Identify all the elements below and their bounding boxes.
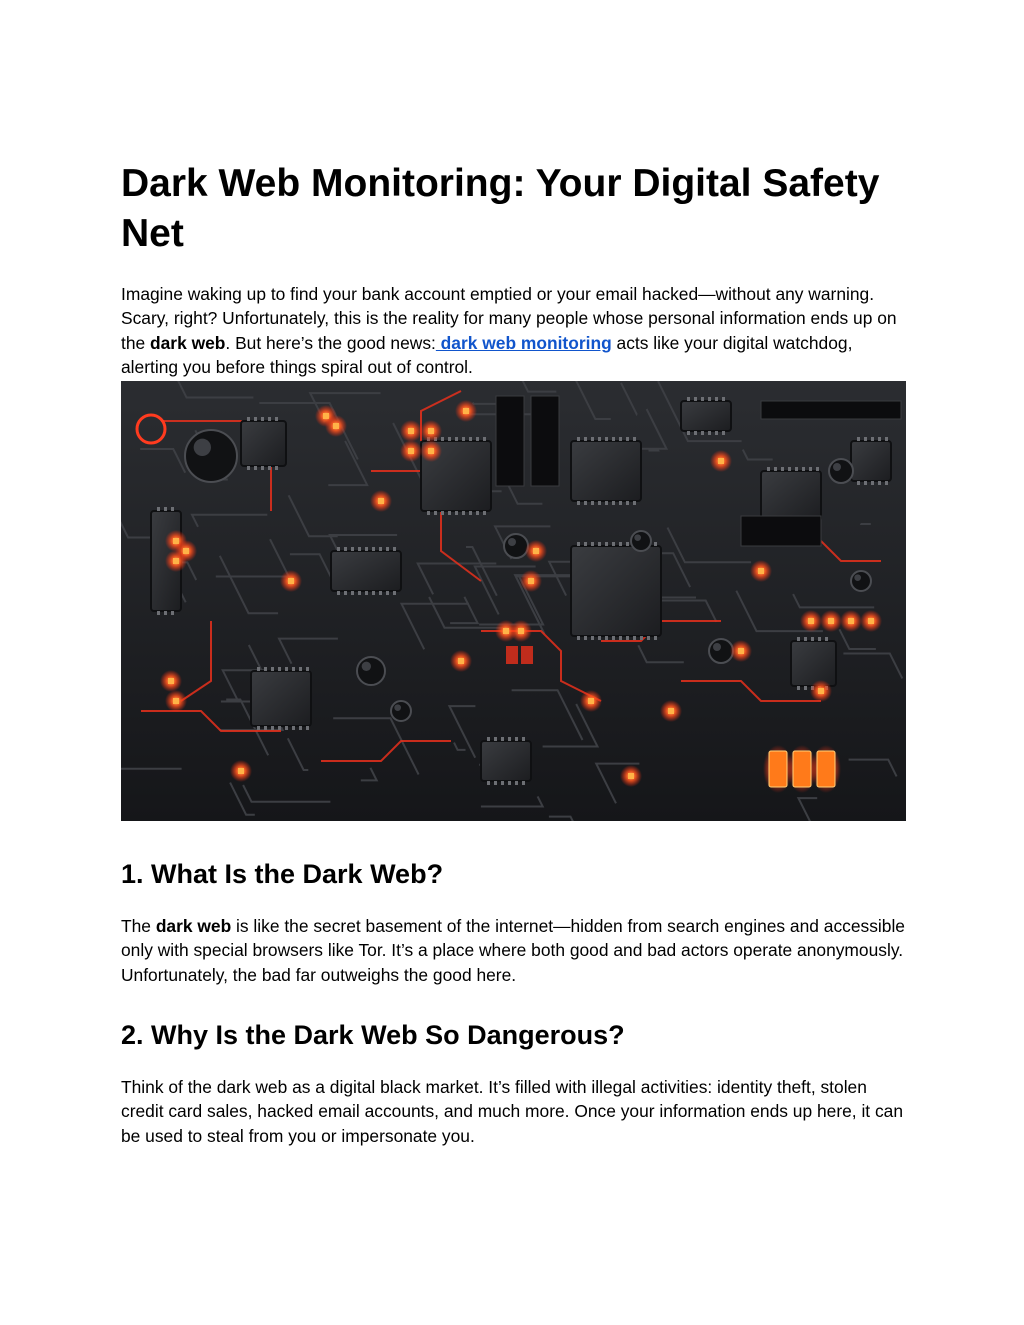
intro-text-2: . But here’s the good news: [225, 332, 436, 353]
circuit-board-image [121, 381, 906, 821]
section-1-paragraph [121, 914, 906, 987]
section-2-heading: 2. Why Is the Dark Web So Dangerous? [121, 1020, 625, 1050]
section-2-paragraph: Think of the dark web as a digital black market. It’s filled with illegal activities: identity theft, stolen credit card sales, hacked email accounts, and much more. Once your information ends up here, it can be used to steal from you or impersonate you. [121, 1077, 904, 1146]
intro-paragraph [121, 282, 906, 379]
section-1-text-1: The [121, 916, 156, 936]
intro-bold-dark-web: dark web [150, 332, 226, 353]
article-title: Dark Web Monitoring: Your Digital Safety Net [121, 162, 880, 255]
section-1-text-2: is like the secret basement of the internet—hidden from search engines and accessible only with special browsers like Tor. It’s a place where both good and bad actors operate anonymously. Unfortunately, the bad far outweighs the good here. [121, 916, 905, 985]
intro-text-1: Imagine waking up to find your bank account emptied or your email hacked—without any warning. Scary, right? Unfortunately, this is the reality for many people whose personal information ends up on the [121, 284, 897, 353]
section-1-bold-dark-web: dark web [155, 916, 232, 936]
dark-web-monitoring-link[interactable]: dark web monitoring [435, 332, 612, 353]
intro-text-3: acts like your digital watchdog, alerting you before things spiral out of control. [121, 332, 853, 377]
section-1-heading: 1. What Is the Dark Web? [121, 859, 444, 889]
